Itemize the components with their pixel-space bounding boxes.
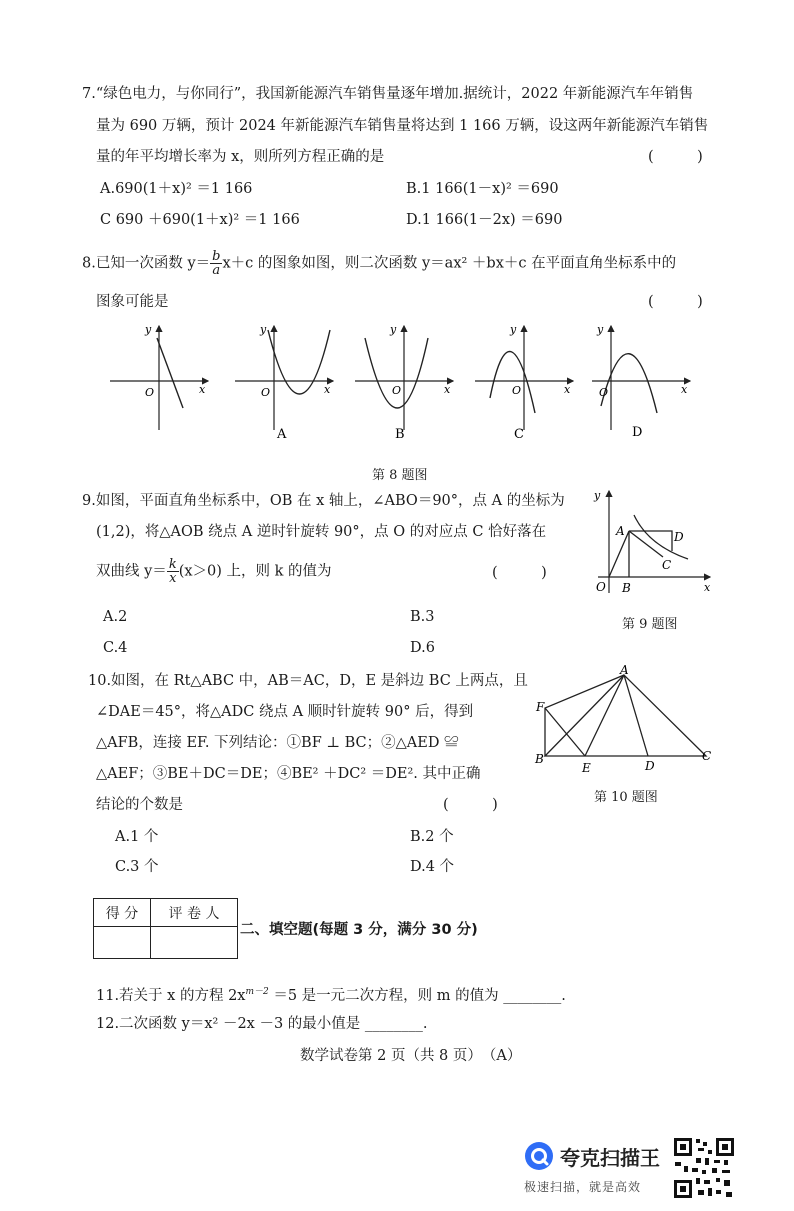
q10-caption: 第 10 题图 — [594, 790, 658, 805]
scanner-watermark — [524, 1138, 664, 1198]
q9-figure — [588, 485, 718, 597]
q10-label-f: F — [536, 700, 545, 714]
q8-g0-y: y — [145, 323, 152, 336]
q8-gb-x: x — [444, 383, 451, 396]
q8-graph-c-label: C — [514, 427, 524, 442]
q8-fraction — [210, 250, 222, 277]
q10-line4: △AEF；③BE＋DC＝DE；④BE² ＋DC² ＝DE². 其中正确 — [96, 766, 481, 782]
q7-option-c: C 690 ＋690(1＋x)² ＝1 166 — [100, 212, 300, 228]
q10-answer-paren: ( ) — [443, 797, 498, 813]
q8-line2: 图象可能是 — [96, 294, 169, 310]
q9-caption: 第 9 题图 — [622, 617, 678, 632]
q10-line1: 10.如图，在 Rt△ABC 中，AB＝AC，D，E 是斜边 BC 上两点，且 — [88, 673, 528, 689]
q10-label-d: D — [645, 759, 655, 773]
q9-label-d: D — [674, 530, 684, 544]
q9-line2: (1,2)，将△AOB 绕点 A 逆时针旋转 90°，点 O 的对应点 C 恰好落在 — [96, 524, 547, 540]
q7-option-b: B.1 166(1－x)² ＝690 — [406, 181, 559, 197]
q8-gd-y: y — [597, 323, 604, 336]
q10-label-c: C — [702, 749, 712, 763]
q8-ga-o: O — [261, 386, 271, 399]
q7-line2: 量为 690 万辆，预计 2024 年新能源汽车销售量将达到 1 166 万辆，设这两年新能源汽车销售 — [96, 118, 709, 134]
q9-option-b: B.3 — [410, 609, 435, 625]
q9-label-c: C — [662, 558, 672, 572]
score-box — [93, 898, 238, 959]
q9-option-d: D.6 — [410, 640, 435, 656]
q9-option-c: C.4 — [103, 640, 128, 656]
q7-line1: 7.“绿色电力，与你同行”，我国新能源汽车销售量逐年增加.据统计，2022 年新能源汽车年销售 — [82, 86, 694, 102]
q10-label-e: E — [582, 761, 591, 775]
q8-figure — [105, 318, 705, 448]
q8-graph-d-label: D — [632, 425, 643, 440]
q7-line3: 量的年平均增长率为 x，则所列方程正确的是 — [96, 149, 385, 165]
q8-ga-y: y — [260, 323, 267, 336]
q8-graph-b — [355, 323, 453, 442]
q10-label-a: A — [620, 665, 629, 677]
q7-answer-paren: ( ) — [648, 149, 703, 165]
score-box-score-cell — [94, 927, 151, 959]
page-footer: 数学试卷第 2 页（共 8 页） （A） — [300, 1048, 522, 1064]
q10-line2: ∠DAE＝45°，将△ADC 绕点 A 顺时针旋转 90° 后，得到 — [96, 704, 474, 720]
q8-gb-o: O — [392, 384, 402, 397]
q9-fraction — [167, 558, 179, 585]
q8-graph-d — [592, 323, 690, 440]
q10-option-d: D.4 个 — [410, 859, 455, 875]
q8-gc-x: x — [564, 383, 571, 396]
q9-line1: 9.如图，平面直角坐标系中，OB 在 x 轴上，∠ABO＝90°，点 A 的坐标为 — [82, 493, 565, 509]
q8-g0-x: x — [199, 383, 206, 396]
q11-exponent: m－2 — [245, 987, 269, 997]
q8-line1 — [82, 250, 676, 277]
q12-line: 12.二次函数 y＝x² －2x －3 的最小值是 ________. — [96, 1016, 428, 1032]
q8-frac-den: a — [212, 263, 221, 278]
q7-option-d: D.1 166(1－2x) ＝690 — [406, 212, 563, 228]
score-box-score-header: 得 分 — [94, 899, 151, 927]
scanner-slogan: 极速扫描，就是高效 — [524, 1180, 642, 1194]
q10-label-b: B — [535, 752, 544, 766]
q8-frac-num: b — [212, 249, 221, 264]
qr-code-icon — [672, 1136, 736, 1200]
q8-tail: x＋c 的图象如图，则二次函数 y＝ax² ＋bx＋c 在平面直角坐标系中的 — [222, 255, 677, 272]
q8-ga-x: x — [324, 383, 331, 396]
q8-graph-a-label: A — [277, 427, 287, 442]
q9-label-o: O — [596, 580, 606, 594]
q9-label-x: x — [704, 581, 711, 594]
q8-gd-o: O — [599, 386, 609, 399]
q9-label-b: B — [622, 581, 631, 595]
q8-graph-a — [235, 323, 333, 442]
section-2-title: 二、填空题(每题 3 分，满分 30 分) — [240, 922, 478, 938]
scanner-logo-icon — [524, 1141, 554, 1171]
q10-figure — [530, 665, 720, 777]
q9-option-a: A.2 — [103, 609, 128, 625]
q11-tail: ＝5 是一元二次方程，则 m 的值为 ________. — [268, 987, 566, 1004]
q9-label-a: A — [616, 524, 625, 538]
q8-answer-paren: ( ) — [648, 294, 703, 310]
q9-answer-paren: ( ) — [492, 565, 547, 581]
q9-line3-lead: 双曲线 y＝ — [96, 563, 167, 580]
q8-lead: 8.已知一次函数 y＝ — [82, 255, 211, 272]
q10-option-b: B.2 个 — [410, 829, 454, 845]
q8-g0-o: O — [145, 386, 155, 399]
q9-frac-den: x — [169, 571, 177, 586]
q9-label-y: y — [594, 489, 601, 502]
q8-gd-x: x — [681, 383, 688, 396]
q9-line3-tail: (x＞0) 上，则 k 的值为 — [178, 563, 332, 580]
q8-gb-y: y — [390, 323, 397, 336]
q10-option-a: A.1 个 — [115, 829, 159, 845]
q9-line3 — [96, 558, 332, 585]
q8-gc-o: O — [512, 384, 522, 397]
q10-line5: 结论的个数是 — [96, 797, 183, 813]
q7-option-a: A.690(1＋x)² ＝1 166 — [100, 181, 253, 197]
q8-given-linear-graph — [110, 323, 208, 430]
q11-line — [96, 982, 566, 1006]
score-box-grader-header: 评 卷 人 — [151, 899, 238, 927]
q10-option-c: C.3 个 — [115, 859, 159, 875]
q8-graph-c — [475, 323, 573, 442]
q9-frac-num: k — [168, 557, 177, 572]
q8-caption: 第 8 题图 — [372, 468, 428, 483]
q8-graph-b-label: B — [395, 427, 405, 442]
q8-gc-y: y — [510, 323, 517, 336]
q11-lead: 11.若关于 x 的方程 2x — [96, 987, 246, 1004]
score-box-grader-cell — [151, 927, 238, 959]
q10-line3: △AFB，连接 EF. 下列结论：①BF ⊥ BC；②△AED ≌ — [96, 735, 459, 751]
scanner-brand: 夸克扫描王 — [560, 1146, 660, 1170]
